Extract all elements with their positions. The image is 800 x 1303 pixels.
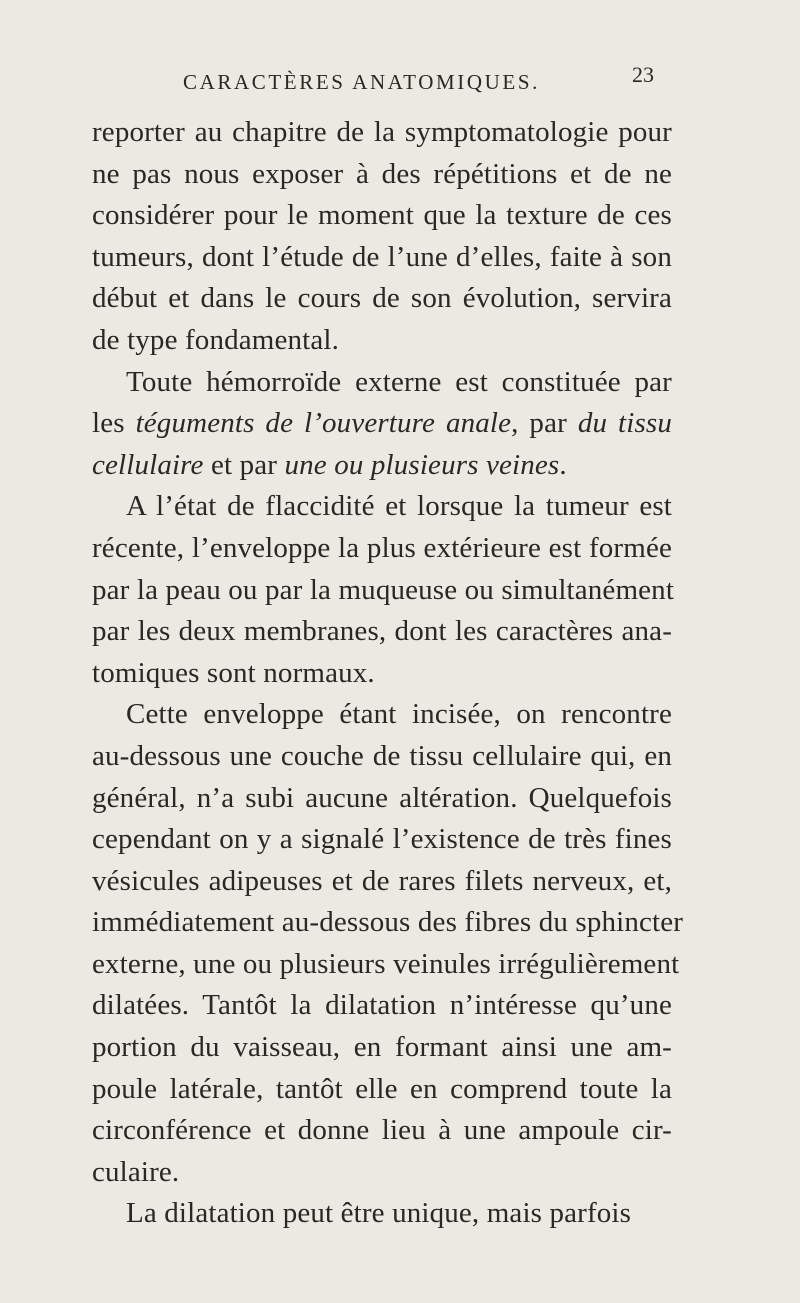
italic-text: cellulaire (92, 448, 204, 481)
text-line: général, n’a subi aucune altération. Quelquefois (92, 781, 672, 814)
paragraph-start-line: Toute hémorroïde externe est constituée par (126, 365, 672, 398)
paragraph-start-line: La dilatation peut être unique, mais parfois (126, 1197, 632, 1230)
text-line: récente, l’enveloppe la plus extérieure est formée (92, 531, 672, 564)
text-line: immédiatement au-dessous des fibres du sphincter (92, 906, 684, 939)
text-line: tomiques sont normaux. (92, 656, 375, 689)
italic-text: une ou plusieurs veines (284, 448, 560, 481)
text-line: de type fondamental. (92, 323, 339, 356)
text-line: considérer pour le moment que la texture de ces (92, 199, 672, 232)
text-line: externe, une ou plusieurs veinules irrégulièrement (92, 947, 680, 980)
text-line: portion du vaisseau, en formant ainsi une am- (92, 1031, 672, 1064)
text-line: reporter au chapitre de la symptomatologie pour (92, 116, 672, 148)
text-line: les téguments de l’ouverture anale, par du tissu (92, 407, 672, 440)
paragraph-start-line: A l’état de flaccidité et lorsque la tumeur est (126, 490, 672, 523)
text-line: cependant on y a signalé l’existence de très fines (92, 823, 672, 856)
page-number: 23 (632, 62, 654, 87)
paragraph-start-line: Cette enveloppe étant incisée, on rencontre (126, 698, 672, 731)
text-line: tumeurs, dont l’étude de l’une d’elles, faite à son (92, 240, 672, 273)
text-line: au-dessous une couche de tissu cellulaire qui, en (92, 739, 672, 772)
text-line: dilatées. Tantôt la dilatation n’intéresse qu’une (92, 989, 672, 1022)
text-line: par la peau ou par la muqueuse ou simultanément (92, 573, 675, 606)
italic-text: téguments de l’ouverture anale (135, 407, 512, 440)
text-line: ne pas nous exposer à des répétitions et de ne (92, 157, 672, 190)
text-line: vésicules adipeuses et de rares filets nerveux, et, (92, 864, 672, 897)
text-line: par les deux membranes, dont les caractères ana- (92, 615, 672, 648)
italic-text: du tissu (577, 407, 672, 440)
text-line: poule latérale, tantôt elle en comprend toute la (92, 1072, 672, 1105)
text-line: cellulaire et par une ou plusieurs veines. (92, 448, 567, 481)
text-line: culaire. (92, 1155, 180, 1188)
text-line: circonférence et donne lieu à une ampoule cir- (92, 1114, 672, 1147)
running-header: CARACTÈRES ANATOMIQUES. (183, 70, 540, 94)
text-line: début et dans le cours de son évolution, servira (92, 282, 672, 315)
body-text (92, 112, 684, 1235)
